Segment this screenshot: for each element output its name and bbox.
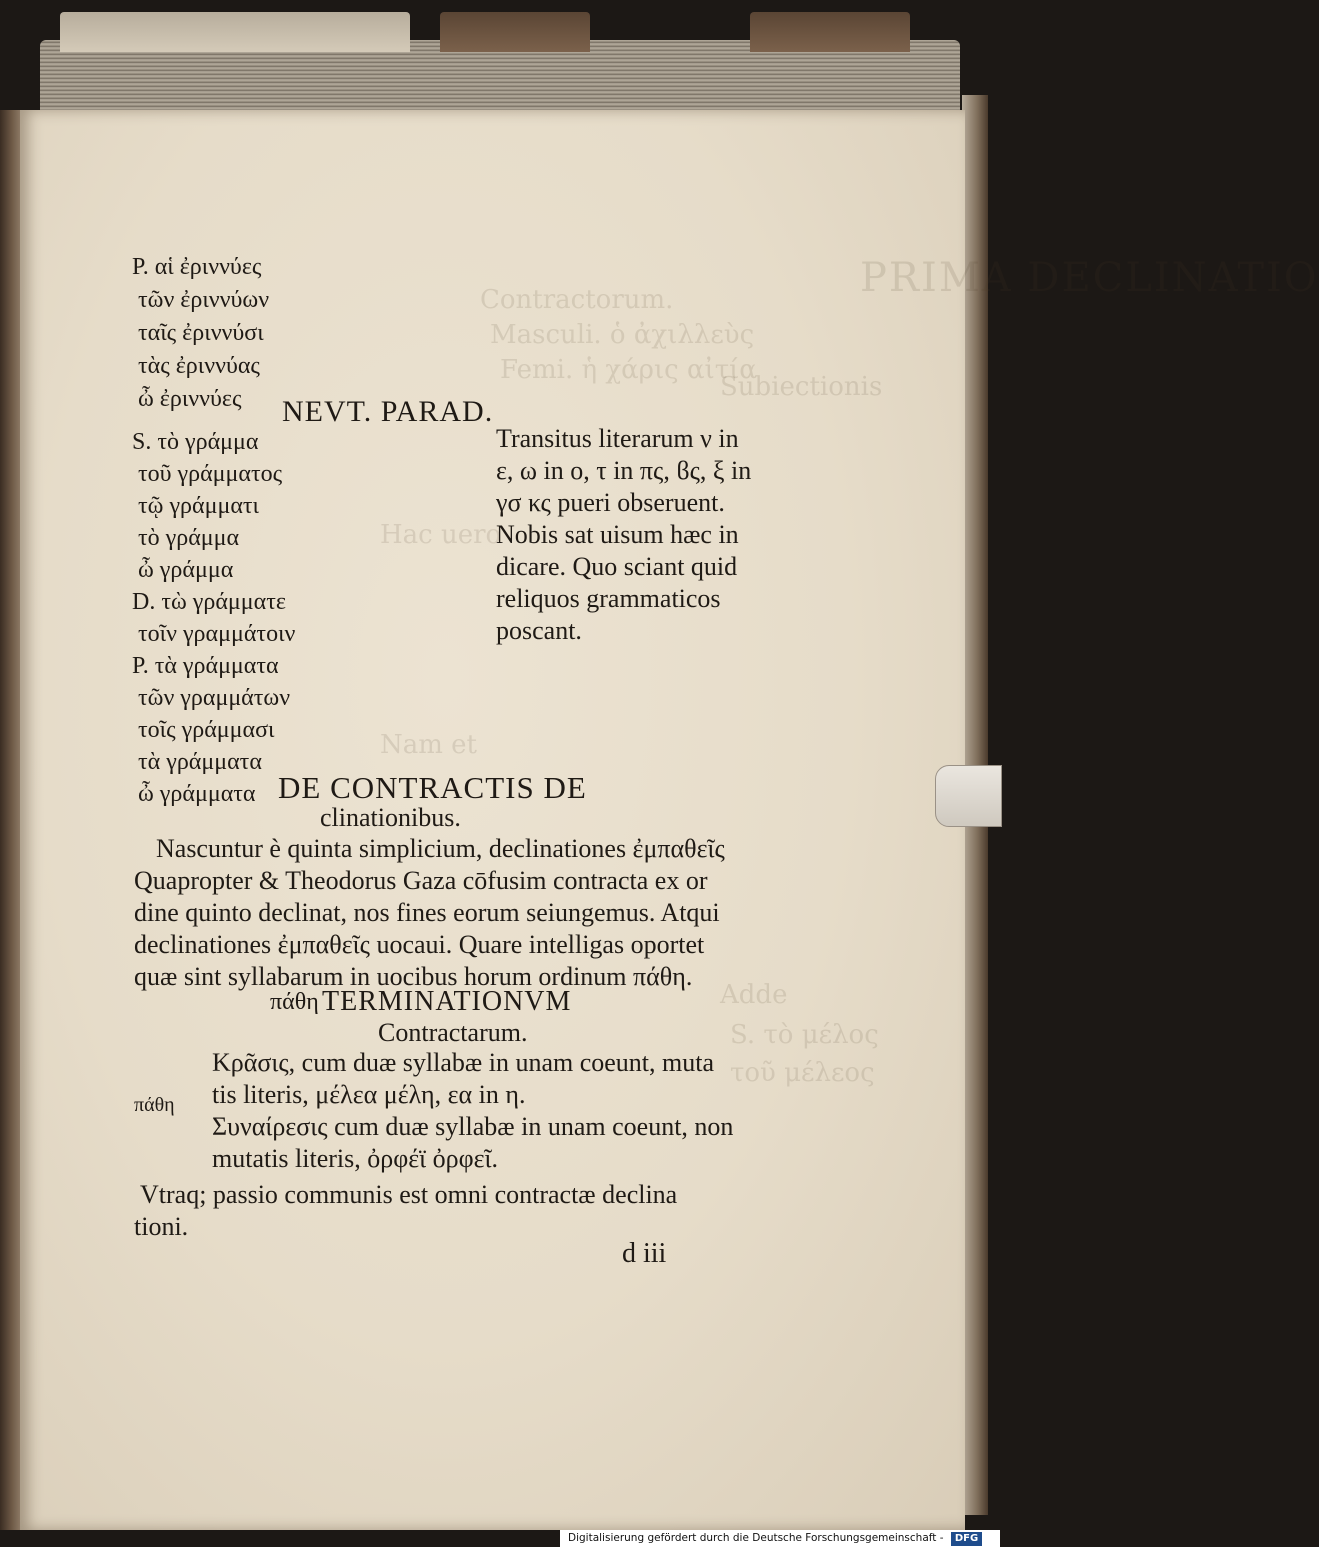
signature-mark: d iii <box>622 1238 667 1269</box>
dfg-logo: DFG <box>951 1532 982 1546</box>
side-label: πάθη <box>134 1094 175 1116</box>
definition-line: Συναίρεσις cum duæ syllabæ in unam coeunt, non <box>212 1112 734 1141</box>
note-line: Transitus literarum ν in <box>496 424 739 453</box>
book-clasp <box>935 765 1002 827</box>
paradigm-line: τῶν γραμμάτων <box>138 685 291 711</box>
printed-page <box>20 110 1319 1530</box>
terminationum-heading: TERMINATIONVM <box>322 986 572 1017</box>
note-line: Nobis sat uisum hæc in <box>496 520 739 549</box>
body-line: dine quinto declinat, nos fines eorum seiungemus. Atqui <box>134 898 720 927</box>
note-line: dicare. Quo sciant quid <box>496 552 738 581</box>
definition-line: Κρᾶσις, cum duæ syllabæ in unam coeunt, muta <box>212 1048 715 1077</box>
paradigm-line: ταῖς ἐριννύσι <box>138 320 264 346</box>
paradigm-line: D. τὼ γράμματε <box>132 589 286 615</box>
paradigm-line: ὦ γράμμα <box>138 557 234 583</box>
section-subtitle: clinationibus. <box>320 803 461 832</box>
top-tab-light <box>60 12 410 52</box>
note-line: ε, ω in ο, τ in πς, ϐς, ξ in <box>496 456 752 485</box>
bleed-through-text: S. τὸ μέλος <box>730 1020 879 1050</box>
closing-line: tioni. <box>134 1212 189 1241</box>
neuter-paradigm-heading: NEVT. PARAD. <box>282 395 494 428</box>
body-line: Quapropter & Theodorus Gaza cōfusim contracta ex or <box>134 866 708 895</box>
note-line: γσ κς pueri obseruent. <box>496 488 725 517</box>
footer-text: Digitalisierung gefördert durch die Deutsche Forschungsgemeinschaft - <box>568 1532 944 1544</box>
paradigm-line: τῷ γράμματι <box>138 493 260 519</box>
note-line: poscant. <box>496 616 582 645</box>
paradigm-line: S. τὸ γράμμα <box>132 429 259 455</box>
paradigm-line: τὰς ἐριννύας <box>138 353 260 379</box>
bleed-through-text: Contractorum. <box>480 285 674 315</box>
pathe-prefix: πάθη <box>270 989 319 1015</box>
note-line: reliquos grammaticos <box>496 584 721 613</box>
closing-line: Vtraq; passio communis est omni contractæ declina <box>140 1180 678 1209</box>
section-title: DE CONTRACTIS DE <box>278 770 587 805</box>
digitization-footer <box>560 1530 1000 1547</box>
paradigm-line: τὰ γράμματα <box>138 749 262 775</box>
top-tab-brown <box>440 12 590 52</box>
paradigm-line: τῶν ἐριννύων <box>138 287 270 313</box>
body-line: declinationes ἐμπαθεῖς uocaui. Quare intelligas oportet <box>134 930 705 959</box>
bleed-through-text: Hac uero <box>380 520 502 550</box>
paradigm-line: τοῖν γραμμάτοιν <box>138 621 296 647</box>
definition-line: tis literis, μέλεα μέλη, εα in η. <box>212 1080 526 1109</box>
bleed-through-text: Adde <box>720 980 788 1010</box>
bleed-through-text: Masculi. ὁ ἀχιλλεὺς <box>490 320 755 350</box>
paradigm-line: τοῦ γράμματος <box>138 461 283 487</box>
bleed-through-text: Femi. ἡ χάρις αἰτία <box>500 355 757 385</box>
terminationum-subtitle: Contractarum. <box>378 1018 528 1047</box>
bleed-through-text: τοῦ μέλεος <box>730 1058 875 1088</box>
top-tab-brown-right <box>750 12 910 52</box>
bleed-through-text: Subiectionis <box>720 372 883 402</box>
paradigm-line: τὸ γράμμα <box>138 525 240 551</box>
paradigm-line: P. αἱ ἐριννύες <box>132 254 262 280</box>
paradigm-line: ὦ γράμματα <box>138 781 256 807</box>
body-line: quæ sint syllabarum in uocibus horum ordinum πάθη. <box>134 962 693 991</box>
paradigm-line: P. τὰ γράμματα <box>132 653 279 679</box>
body-line: Nascuntur è quinta simplicium, declinationes ἐμπαθεῖς <box>156 834 725 863</box>
paradigm-line: ὦ ἐριννύες <box>138 386 242 412</box>
bleed-through-text: PRIMA DECLINATIO <box>860 255 1319 301</box>
bleed-through-text: Nam et <box>380 730 478 760</box>
definition-line: mutatis literis, ὀρφέϊ ὀρφεῖ. <box>212 1144 499 1173</box>
paradigm-line: τοῖς γράμμασι <box>138 717 275 743</box>
